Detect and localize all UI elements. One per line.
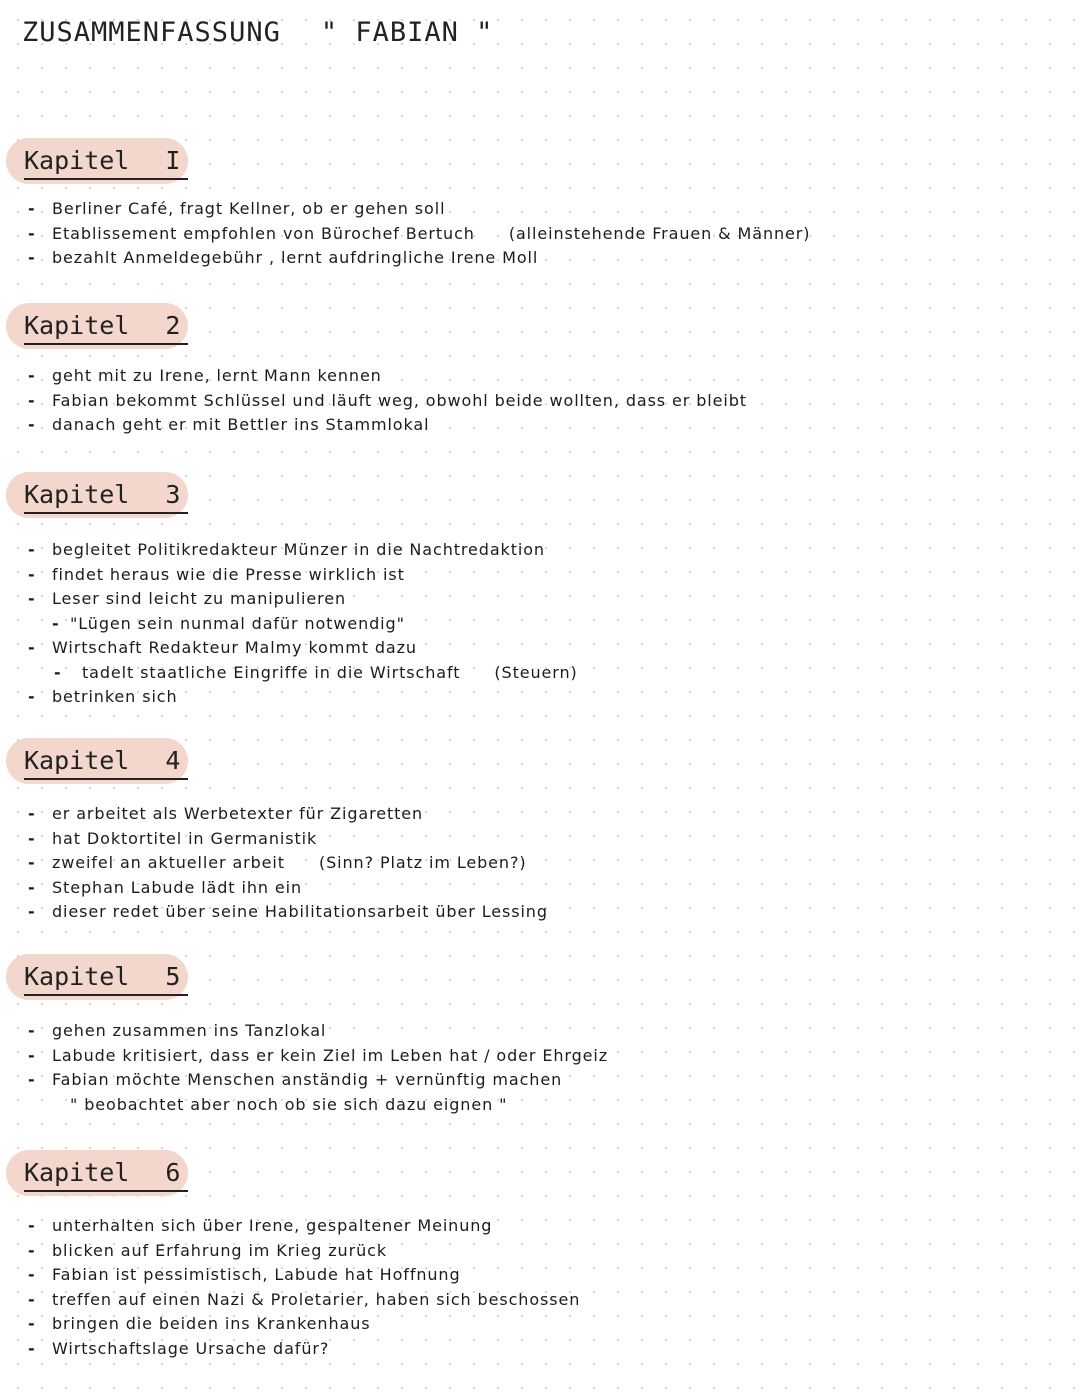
- bullet-dash-icon: -: [28, 1338, 36, 1358]
- list-item: - Fabian ist pessimistisch, Labude hat Hoffnung: [0, 1263, 1060, 1288]
- chapter-heading-label: Kapitel: [24, 310, 130, 340]
- list-item: - Leser sind leicht zu manipulieren: [0, 587, 1060, 612]
- list-item: - zweifel an aktueller arbeit (Sinn? Platz im Leben?): [0, 851, 1060, 876]
- list-item: - danach geht er mit Bettler ins Stammlokal: [0, 413, 1060, 438]
- chapter-bullet-list: [0, 1019, 1060, 1117]
- list-item: - bringen die beiden ins Krankenhaus: [0, 1312, 1060, 1337]
- list-item: - begleitet Politikredakteur Münzer in die Nachtredaktion: [0, 538, 1060, 563]
- list-item: - unterhalten sich über Irene, gespaltener Meinung: [0, 1214, 1060, 1239]
- bullet-dash-icon: -: [52, 613, 60, 633]
- bullet-dash-icon: -: [28, 853, 36, 872]
- chapter-heading-number: 3: [165, 479, 181, 509]
- chapter-bullet-list: [0, 364, 1060, 438]
- chapter-heading-number: 5: [165, 961, 181, 991]
- bullet-dash-icon: -: [28, 589, 36, 608]
- list-item: - blicken auf Erfahrung im Krieg zurück: [0, 1239, 1060, 1264]
- chapter-heading-label: Kapitel: [24, 961, 130, 991]
- list-item: - Labude kritisiert, dass er kein Ziel im Leben hat / oder Ehrgeiz: [0, 1044, 1060, 1069]
- list-item-note: (alleinstehende Frauen & Männer): [508, 223, 811, 243]
- list-item: - tadelt staatliche Eingriffe in die Wirtschaft (Steuern): [0, 661, 1060, 686]
- list-item: - dieser redet über seine Habilitationsarbeit über Lessing: [0, 900, 1060, 925]
- bullet-dash-icon: -: [28, 415, 36, 434]
- chapter-heading: [24, 1154, 188, 1192]
- chapter-heading: [24, 307, 188, 345]
- chapter-heading: [24, 476, 188, 514]
- list-item: - findet heraus wie die Presse wirklich ist: [0, 563, 1060, 588]
- bullet-dash-icon: -: [28, 1021, 36, 1040]
- list-item: - Fabian möchte Menschen anständig + vernünftig machen: [0, 1068, 1060, 1093]
- chapter-heading-label: Kapitel: [24, 145, 130, 175]
- chapter-bullet-list: [0, 197, 1060, 271]
- bullet-dash-icon: -: [28, 828, 36, 848]
- list-item: - Etablissement empfohlen von Bürochef Bertuch (alleinstehende Frauen & Männer): [0, 222, 1060, 247]
- bullet-dash-icon: -: [28, 1070, 36, 1089]
- bullet-dash-icon: -: [28, 366, 36, 385]
- bullet-dash-icon: -: [28, 902, 36, 921]
- chapter-heading: [24, 742, 188, 780]
- page-title: [22, 10, 493, 54]
- list-item: - betrinken sich: [0, 685, 1060, 710]
- chapter-heading: [24, 142, 188, 180]
- chapter-bullet-list: [0, 1214, 1060, 1361]
- bullet-dash-icon: -: [28, 223, 36, 243]
- chapter-heading: [24, 958, 188, 996]
- bullet-dash-icon: -: [54, 662, 62, 682]
- list-item: - gehen zusammen ins Tanzlokal: [0, 1019, 1060, 1044]
- list-item: - Berliner Café, fragt Kellner, ob er gehen soll: [0, 197, 1060, 222]
- list-item: - hat Doktortitel in Germanistik: [0, 827, 1060, 852]
- bullet-dash-icon: -: [28, 804, 36, 823]
- chapter-heading-label: Kapitel: [24, 745, 130, 775]
- list-item: - Stephan Labude lädt ihn ein: [0, 876, 1060, 901]
- list-item: - Wirtschaft Redakteur Malmy kommt dazu: [0, 636, 1060, 661]
- list-item: - Fabian bekommt Schlüssel und läuft weg, obwohl beide wollten, dass er bleibt: [0, 389, 1060, 414]
- bullet-dash-icon: -: [28, 248, 36, 267]
- page-title-main: ZUSAMMENFASSUNG: [22, 16, 281, 48]
- bullet-dash-icon: -: [28, 638, 36, 657]
- list-item: " beobachtet aber noch ob sie sich dazu eignen ": [70, 1094, 508, 1114]
- list-item: - treffen auf einen Nazi & Proletarier, haben sich beschossen: [0, 1288, 1060, 1313]
- bullet-dash-icon: -: [28, 1045, 36, 1065]
- bullet-dash-icon: -: [28, 390, 36, 410]
- page-title-subject: " FABIAN ": [320, 16, 494, 48]
- chapter-heading-label: Kapitel: [24, 479, 130, 509]
- list-item-note: (Steuern): [494, 662, 578, 682]
- chapter-heading-number: 2: [165, 310, 181, 340]
- bullet-dash-icon: -: [28, 1216, 36, 1235]
- chapter-heading-number: 6: [165, 1157, 181, 1187]
- chapter-bullet-list: [0, 538, 1060, 710]
- bullet-dash-icon: -: [28, 199, 36, 218]
- list-item: - geht mit zu Irene, lernt Mann kennen: [0, 364, 1060, 389]
- chapter-heading-label: Kapitel: [24, 1157, 130, 1187]
- list-item: - "Lügen sein nunmal dafür notwendig": [0, 612, 1060, 637]
- chapter-heading-number: I: [165, 145, 181, 175]
- list-item-note: (Sinn? Platz im Leben?): [318, 853, 527, 872]
- bullet-dash-icon: -: [28, 540, 36, 559]
- bullet-dash-icon: -: [28, 877, 36, 897]
- chapter-bullet-list: [0, 802, 1060, 925]
- list-item: - bezahlt Anmeldegebühr , lernt aufdringliche Irene Moll: [0, 246, 1060, 271]
- list-item: - er arbeitet als Werbetexter für Zigaretten: [0, 802, 1060, 827]
- list-item: - Wirtschaftslage Ursache dafür?: [0, 1337, 1060, 1362]
- bullet-dash-icon: -: [28, 1265, 36, 1284]
- bullet-dash-icon: -: [28, 1240, 36, 1260]
- bullet-dash-icon: -: [28, 1314, 36, 1333]
- chapter-heading-number: 4: [165, 745, 181, 775]
- bullet-dash-icon: -: [28, 687, 36, 706]
- bullet-dash-icon: -: [28, 1289, 36, 1309]
- bullet-dash-icon: -: [28, 564, 36, 584]
